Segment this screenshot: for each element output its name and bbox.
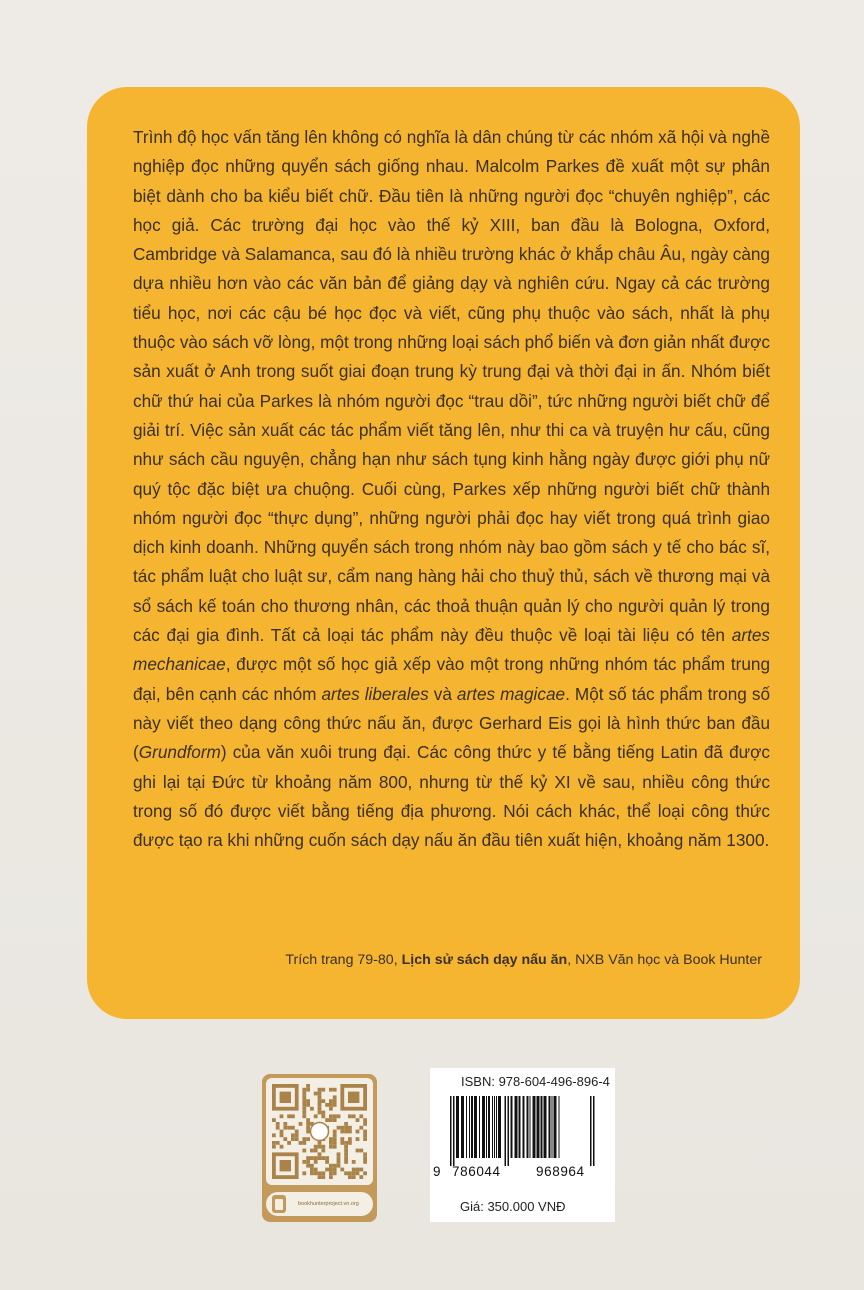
- qr-code-image: [266, 1078, 373, 1185]
- yellow-text-panel: [87, 87, 800, 1019]
- isbn-barcode: ISBN: 978-604-496-896-4 9 786044 968964 Giá: 350.000 VNĐ: [430, 1068, 615, 1222]
- qr-website-url: bookhunterproject.vn.org: [298, 1201, 359, 1207]
- qr-website-strip: [266, 1192, 373, 1216]
- barcode-bars: [450, 1096, 598, 1166]
- phone-icon: [272, 1195, 286, 1213]
- price-label: Giá: 350.000 VNĐ: [460, 1199, 566, 1214]
- isbn-number: ISBN: 978-604-496-896-4: [461, 1074, 610, 1089]
- qr-code-card[interactable]: [262, 1074, 377, 1222]
- excerpt-paragraph: Trình độ học vấn tăng lên không có nghĩa là dân chúng từ các nhóm xã hội và nghề nghiệp đọc những quyển sách giống nhau. Malcolm Parkes đề xuất một sự phân biệt dành cho ba kiểu biết chữ. Đầu tiên là những người đọc “chuyên nghiệp”, các học giả. Các trường đại học vào thế kỷ XIII, ban đầu là Bologna, Oxford, Cambridge và Salamanca, sau đó là nhiều trường khác ở khắp châu Âu, ngày càng dựa nhiều hơn vào các văn bản để giảng dạy và nghiên cứu. Ngay cả các trường tiểu học, nơi các cậu bé học đọc và viết, cũng phụ thuộc vào sách, nhất là phụ thuộc vào sách vỡ lòng, một trong những loại sách phổ biến và đơn giản nhất được sản xuất ở Anh trong suốt giai đoạn trung kỳ trung đại và thời đại in ấn. Nhóm biết chữ thứ hai của Parkes là nhóm người đọc “trau dồi”, tức những người biết chữ để giải trí. Việc sản xuất các tác phẩm viết tăng lên, như thi ca và truyện hư cấu, cũng như sách cầu nguyện, chẳng hạn như sách tụng kinh hằng ngày được giới phụ nữ quý tộc đặc biệt ưa chuộng. Cuối cùng, Parkes xếp những người biết chữ thành nhóm người đọc “thực dụng”, những người phải đọc hay viết trong quá trình giao dịch kinh doanh. Những quyển sách trong nhóm này bao gồm sách y tế cho bác sĩ, tác phẩm luật cho luật sư, cẩm nang hàng hải cho thuỷ thủ, sách về thương mại và sổ sách kế toán cho thương nhân, các thoả thuận quản lý cho người quản lý trong các đại gia đình. Tất cả loại tác phẩm này đều thuộc về loại tài liệu có tên artes mechanicae, được một số học giả xếp vào một trong những nhóm tác phẩm trung đại, bên cạnh các nhóm artes liberales và artes magicae. Một số tác phẩm trong số này viết theo dạng công thức nấu ăn, được Gerhard Eis gọi là hình thức ban đầu (Grundform) của văn xuôi trung đại. Các công thức y tế bằng tiếng Latin đã được ghi lại tại Đức từ khoảng năm 800, nhưng từ thế kỷ XI về sau, nhiều công thức trong số đó được viết bằng tiếng địa phương. Nói cách khác, thể loại công thức được tạo ra khi những cuốn sách dạy nấu ăn đầu tiên xuất hiện, khoảng năm 1300.: [133, 127, 770, 851]
- book-title: Lịch sử sách dạy nấu ăn: [401, 952, 568, 968]
- excerpt-source: Trích trang 79-80, Lịch sử sách dạy nấu ăn, NXB Văn học và Book Hunter: [285, 952, 762, 968]
